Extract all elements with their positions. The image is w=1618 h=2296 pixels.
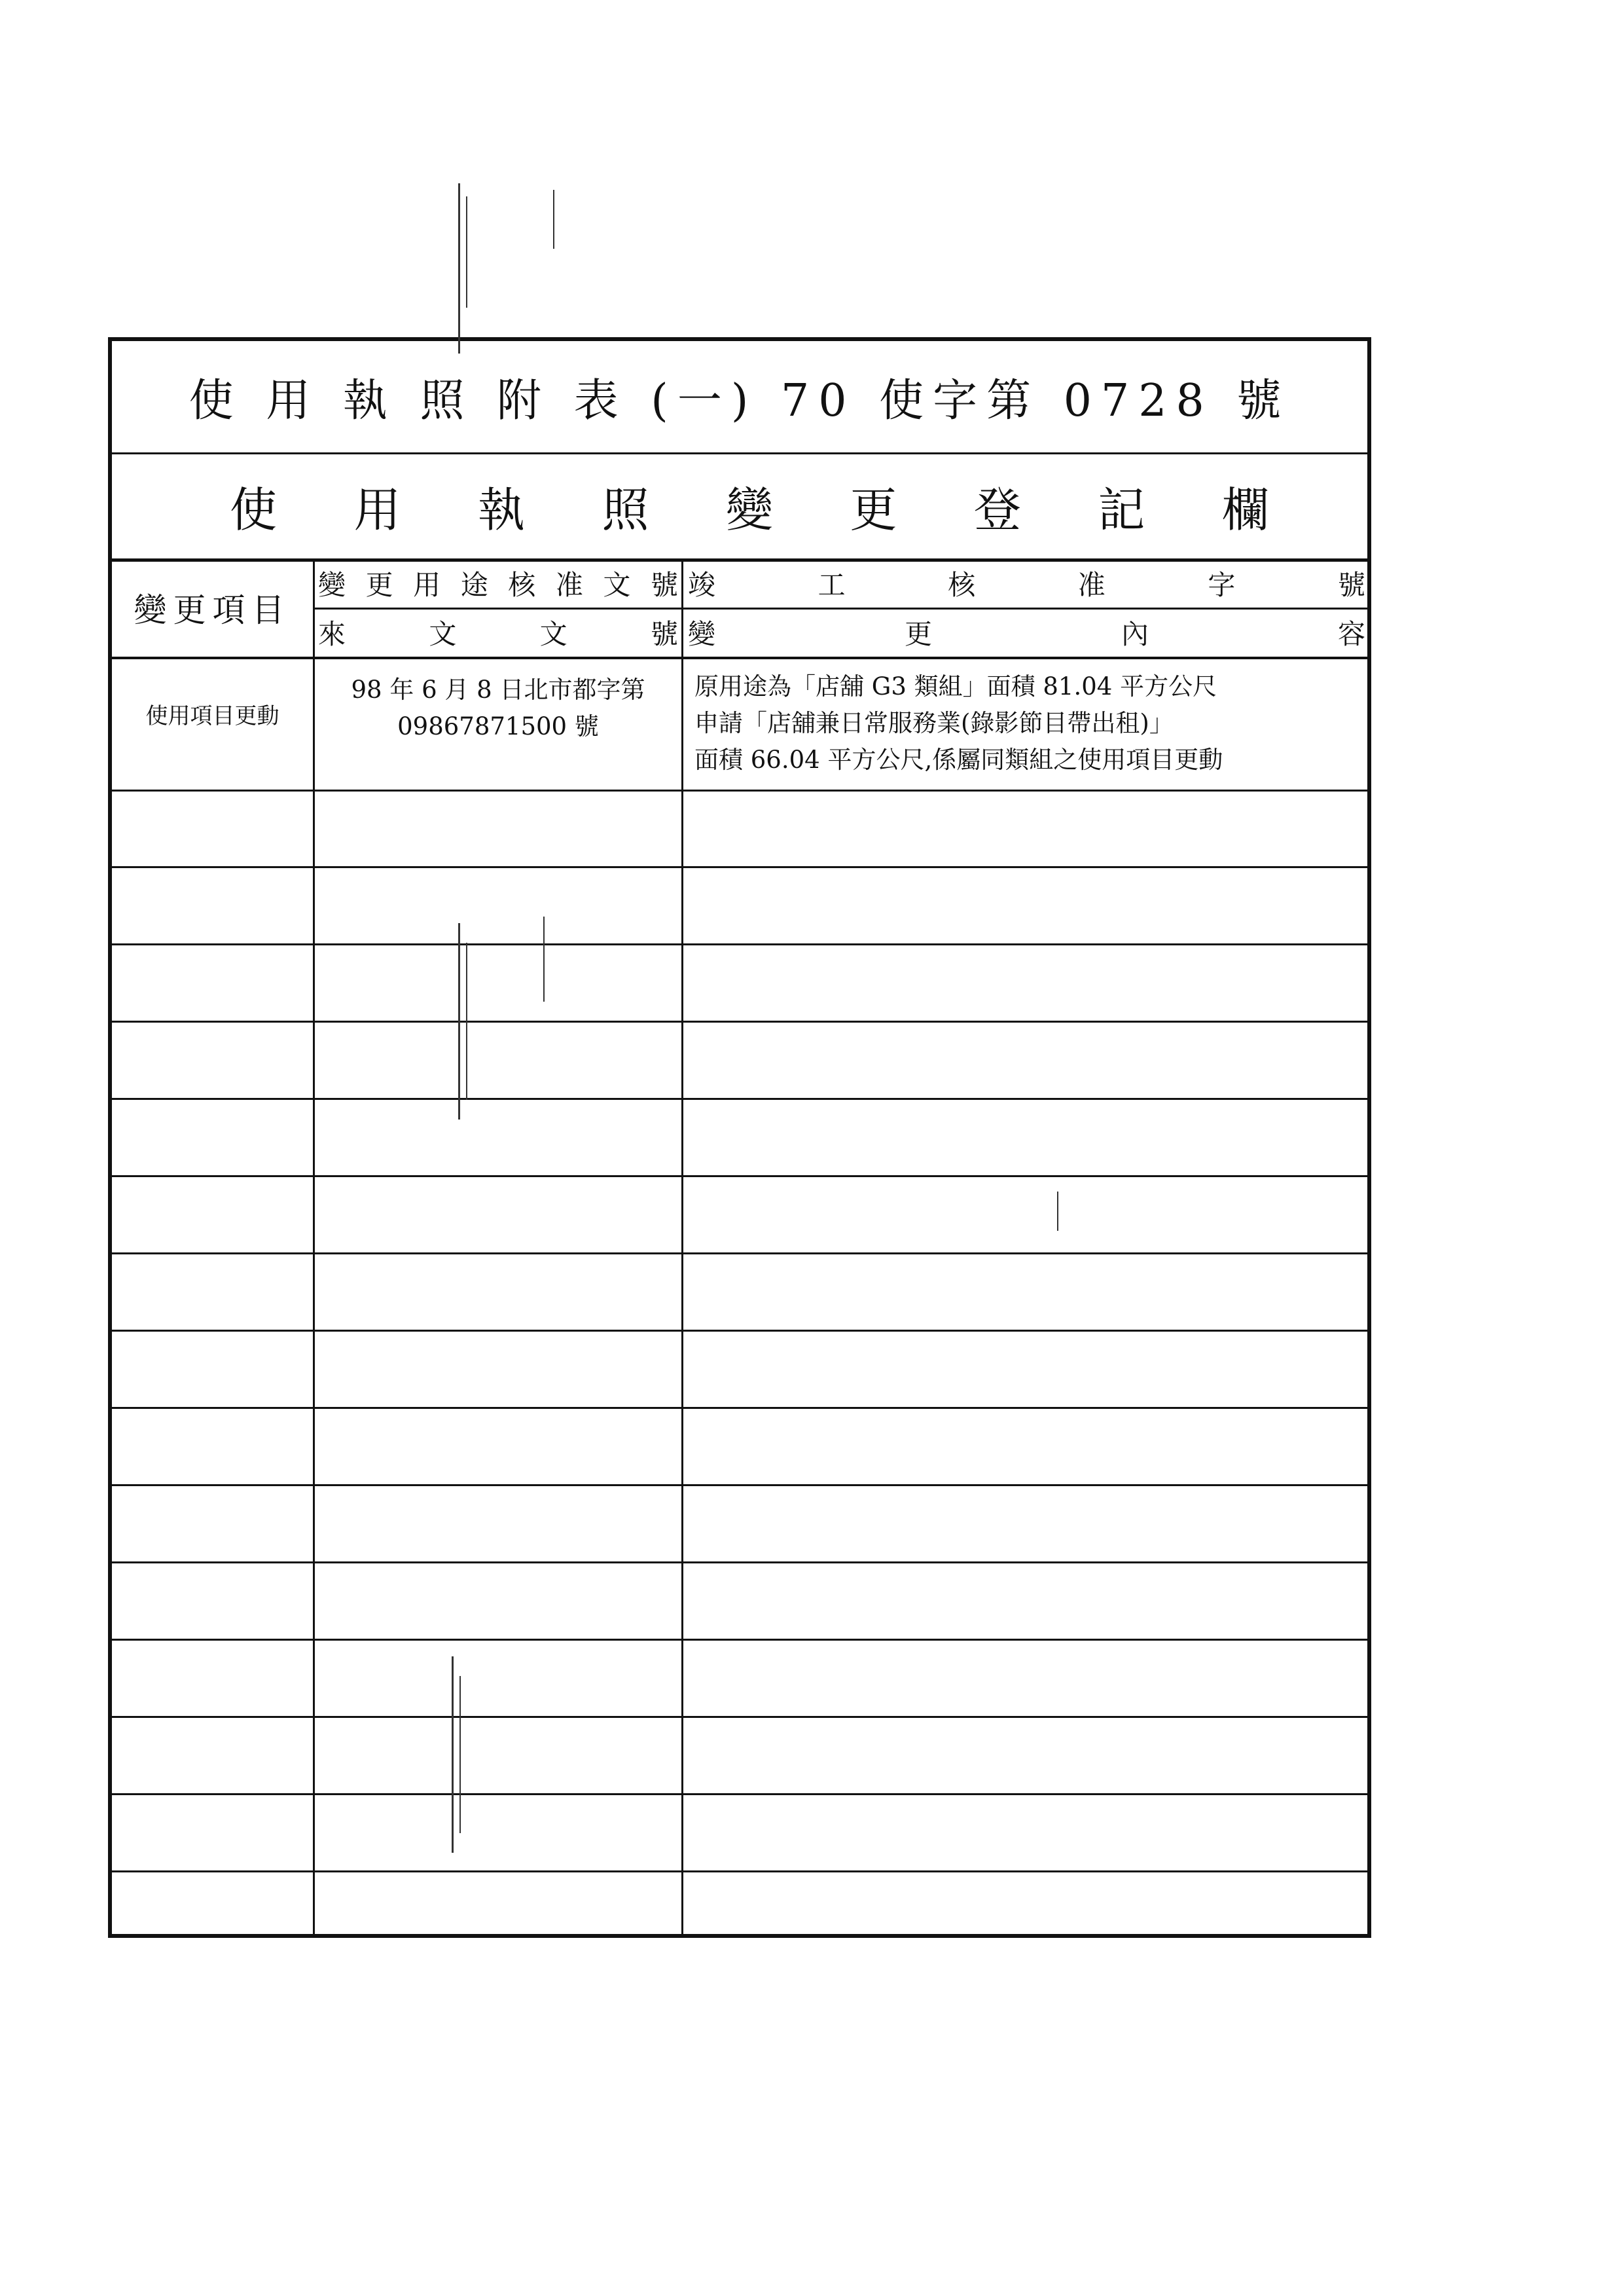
section-char: 欄 xyxy=(1221,483,1269,538)
section-title xyxy=(112,472,1367,540)
row-content-line3: 面積 66.04 平方公尺,係屬同類組之使用項目更動 xyxy=(694,746,1223,774)
form-title: 使 用 執 照 附 表 (一) 70 使字第 0728 號 xyxy=(189,374,1291,427)
scan-artifact xyxy=(458,923,460,1120)
form-title-row xyxy=(112,341,1367,454)
row-divider xyxy=(112,1870,1367,1872)
row-divider xyxy=(112,1175,1367,1177)
row-doc-no-line1: 98 年 6 月 8 日北市都字第 xyxy=(351,676,645,704)
section-char: 使 xyxy=(230,483,278,538)
row-divider xyxy=(112,866,1367,868)
row-divider xyxy=(112,1330,1367,1332)
scan-artifact xyxy=(466,196,467,308)
section-char: 照 xyxy=(602,483,649,538)
row-divider xyxy=(112,1407,1367,1409)
scan-artifact xyxy=(466,943,467,1100)
section-title-row xyxy=(112,452,1367,562)
scan-artifact xyxy=(458,183,460,354)
scan-artifact xyxy=(452,1656,454,1853)
section-char: 執 xyxy=(477,483,525,538)
scan-artifact xyxy=(553,190,554,249)
row-divider xyxy=(112,943,1367,945)
header-completion-no: 竣 工 核 准 字 號 xyxy=(688,568,1365,601)
section-char: 用 xyxy=(353,483,401,538)
scan-artifact xyxy=(1057,1192,1058,1231)
header-change-item: 變更項目 xyxy=(134,591,291,629)
row-divider xyxy=(112,1793,1367,1795)
row-divider xyxy=(112,1098,1367,1100)
license-form xyxy=(108,337,1371,1938)
row-divider xyxy=(112,790,1367,792)
row-change-item: 使用項目更動 xyxy=(145,703,279,729)
row-content-line1: 原用途為「店舖 G3 類組」面積 81.04 平方公尺 xyxy=(694,672,1217,701)
scan-artifact xyxy=(543,917,545,1002)
section-char: 更 xyxy=(850,483,897,538)
column-divider xyxy=(681,558,683,1934)
row-divider xyxy=(112,1561,1367,1563)
row-divider xyxy=(112,1716,1367,1718)
table-header xyxy=(112,558,1367,659)
row-divider xyxy=(112,1021,1367,1023)
section-char: 登 xyxy=(973,483,1021,538)
header-incoming-doc-no: 來 文 文 號 xyxy=(318,617,678,650)
scan-artifact xyxy=(459,1676,461,1833)
header-change-content: 變 更 內 容 xyxy=(688,617,1365,650)
header-approval-doc-no: 變 更 用 途 核 准 文 號 xyxy=(318,568,678,601)
column-divider xyxy=(313,558,315,1934)
row-divider xyxy=(112,1252,1367,1254)
section-char: 變 xyxy=(725,483,773,538)
row-divider xyxy=(112,1639,1367,1641)
row-divider xyxy=(112,1484,1367,1486)
section-char: 記 xyxy=(1098,483,1145,538)
row-content-line2: 申請「店舖兼日常服務業(錄影節目帶出租)」 xyxy=(694,709,1174,737)
row-doc-no-line2: 09867871500 號 xyxy=(397,712,599,740)
